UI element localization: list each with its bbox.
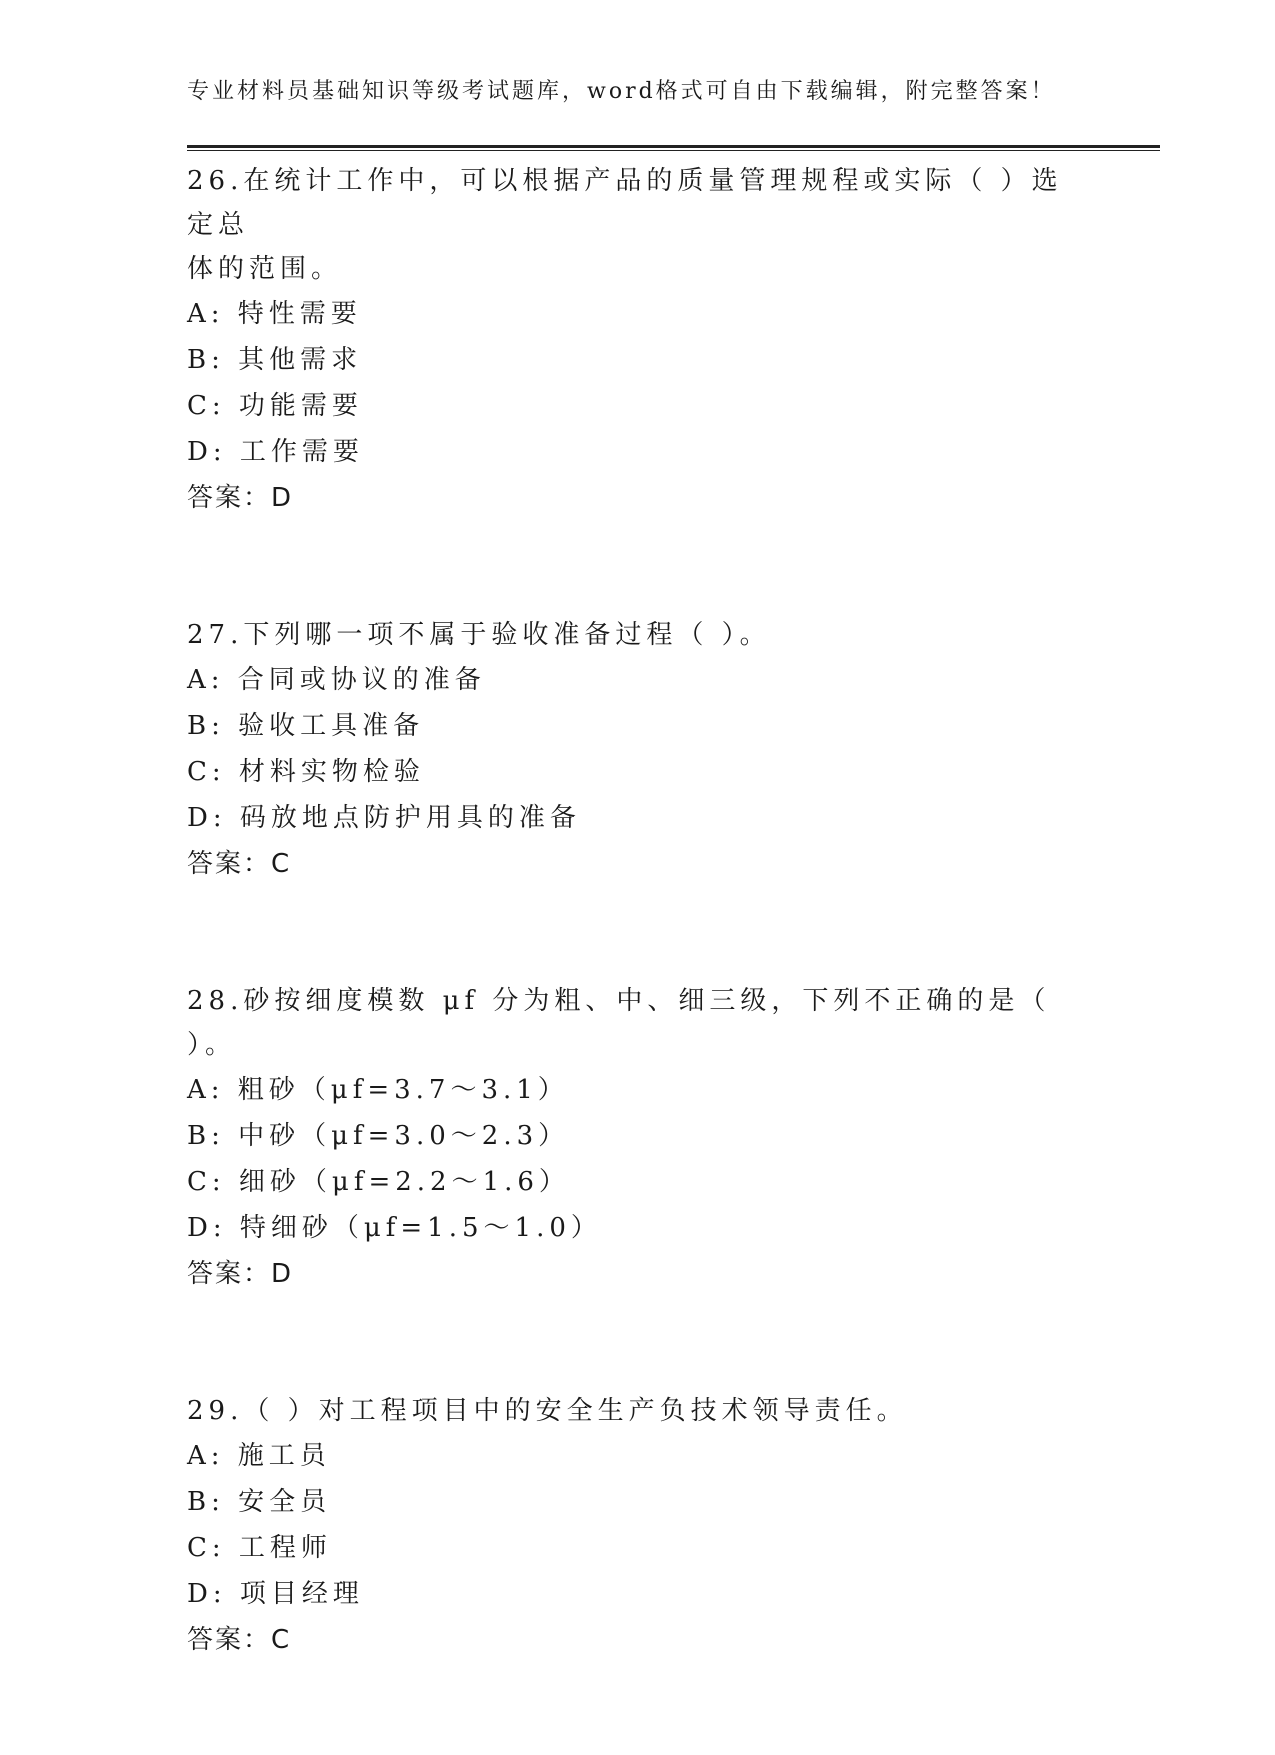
option-d: D: 特细砂（μf=1.5～1.0） <box>187 1213 602 1243</box>
option-c: C: 材料实物检验 <box>187 757 425 787</box>
option-d: D: 工作需要 <box>187 437 364 467</box>
question-26 <box>187 159 1087 521</box>
header-divider <box>187 145 1160 151</box>
option-c: C: 细砂（μf=2.2～1.6） <box>187 1167 570 1197</box>
option-b: B: 其他需求 <box>187 345 363 375</box>
question-27 <box>187 613 1087 887</box>
question-stem-line: 28.砂按细度模数 μf 分为粗、中、细三级，下列不正确的是（ ）。 <box>187 986 1051 1060</box>
question-stem-line: 29.（ ）对工程项目中的安全生产负技术领导责任。 <box>187 1396 908 1426</box>
option-a: A: 特性需要 <box>187 299 362 329</box>
page-header-text: 专业材料员基础知识等级考试题库，word格式可自由下载编辑，附完整答案！ <box>187 79 1056 104</box>
option-b: B: 验收工具准备 <box>187 711 425 741</box>
option-a: A: 粗砂（μf=3.7～3.1） <box>187 1075 569 1105</box>
option-d: D: 项目经理 <box>187 1579 364 1609</box>
option-b: B: 中砂（μf=3.0～2.3） <box>187 1121 570 1151</box>
question-stem-line: 26.在统计工作中，可以根据产品的质量管理规程或实际（ ）选定总 <box>187 166 1063 240</box>
answer: 答案：D <box>187 1259 294 1289</box>
question-stem-line: 体的范围。 <box>187 254 343 284</box>
option-c: C: 功能需要 <box>187 391 363 421</box>
question-list <box>187 159 1087 1755</box>
answer: 答案：C <box>187 1625 292 1655</box>
question-28 <box>187 979 1087 1297</box>
question-29 <box>187 1389 1087 1663</box>
answer: 答案：C <box>187 849 292 879</box>
option-d: D: 码放地点防护用具的准备 <box>187 803 581 833</box>
question-stem-line: 27.下列哪一项不属于验收准备过程（ ）。 <box>187 620 771 650</box>
option-c: C: 工程师 <box>187 1533 332 1563</box>
option-b: B: 安全员 <box>187 1487 332 1517</box>
answer: 答案：D <box>187 483 294 513</box>
option-a: A: 施工员 <box>187 1441 331 1471</box>
option-a: A: 合同或协议的准备 <box>187 665 486 695</box>
